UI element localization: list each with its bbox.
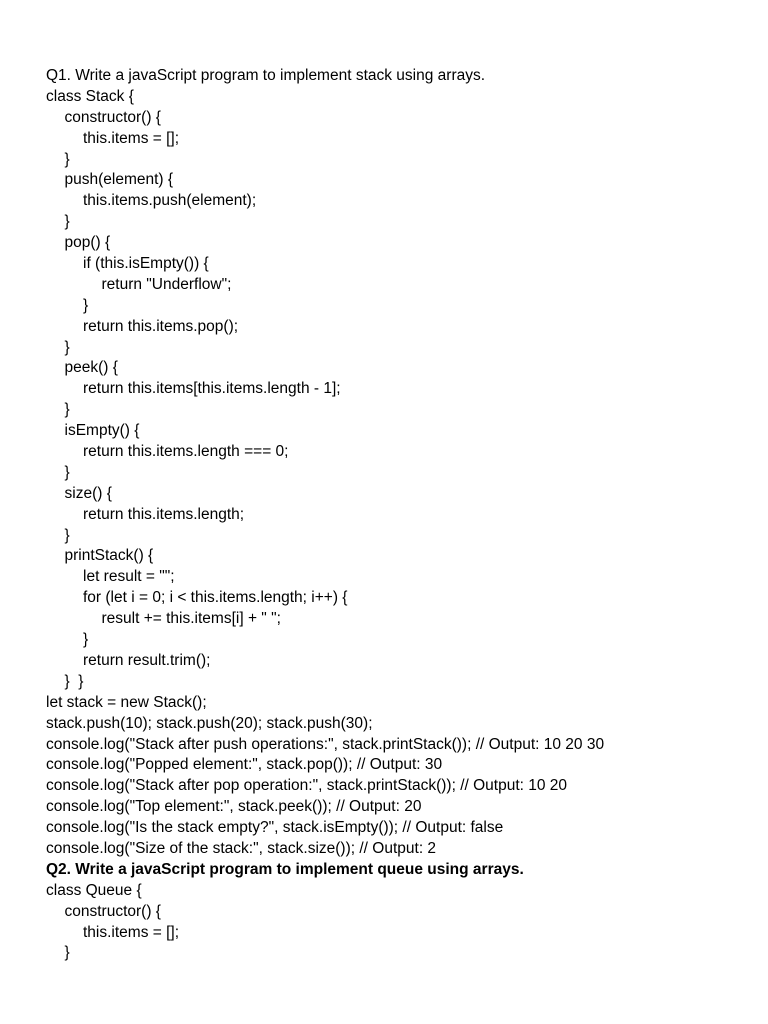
- code-line: }: [83, 296, 89, 314]
- code-line: }: [64, 526, 70, 544]
- code-line: console.log("Stack after pop operation:", stack.printStack()); // Output: 10 20: [46, 777, 568, 795]
- code-line: class Stack {: [46, 87, 134, 105]
- code-line: let stack = new Stack();: [46, 693, 207, 711]
- code-line: return this.items.length;: [83, 505, 245, 523]
- code-line: return this.items[this.items.length - 1];: [83, 380, 341, 398]
- code-line: return result.trim();: [83, 651, 211, 669]
- code-line: console.log("Top element:", stack.peek()); // Output: 20: [46, 798, 422, 816]
- code-line: peek() {: [64, 359, 118, 377]
- code-line: pop() {: [64, 234, 111, 252]
- code-line: for (let i = 0; i < this.items.length; i++) {: [83, 589, 348, 607]
- code-line: stack.push(10); stack.push(20); stack.push(30);: [46, 714, 373, 732]
- code-line: let result = "";: [83, 568, 175, 586]
- code-line: }: [83, 631, 89, 649]
- code-line: return this.items.pop();: [83, 317, 239, 335]
- code-line: }: [64, 338, 70, 356]
- code-line: size() {: [64, 484, 112, 502]
- code-line: push(element) {: [64, 171, 174, 189]
- code-line: isEmpty() {: [64, 422, 140, 440]
- code-line: this.items = [];: [83, 129, 180, 147]
- code-line: }: [64, 401, 70, 419]
- code-line: result += this.items[i] + " ";: [101, 610, 281, 628]
- code-line: return this.items.length === 0;: [83, 443, 289, 461]
- code-line: } }: [64, 672, 84, 690]
- code-line: if (this.isEmpty()) {: [83, 255, 209, 273]
- code-line: }: [64, 463, 70, 481]
- code-line: console.log("Is the stack empty?", stack.isEmpty()); // Output: false: [46, 819, 504, 837]
- code-line: }: [64, 944, 70, 962]
- code-line: printStack() {: [64, 547, 154, 565]
- code-line: }: [64, 213, 70, 231]
- code-line: class Queue {: [46, 881, 142, 899]
- code-line: }: [64, 150, 70, 168]
- document-page: [46, 66, 746, 964]
- code-line: constructor() {: [64, 108, 161, 126]
- code-line: console.log("Popped element:", stack.pop()); // Output: 30: [46, 756, 443, 774]
- code-line: return "Underflow";: [101, 275, 232, 293]
- code-line: constructor() {: [64, 902, 161, 920]
- code-line: console.log("Stack after push operations:", stack.printStack()); // Output: 10 20 30: [46, 735, 605, 753]
- code-line: this.items = [];: [83, 923, 180, 941]
- code-line: this.items.push(element);: [83, 192, 257, 210]
- code-line: console.log("Size of the stack:", stack.size()); // Output: 2: [46, 839, 437, 857]
- question-heading: Q2. Write a javaScript program to implement queue using arrays.: [46, 860, 524, 878]
- document-body: [46, 66, 746, 964]
- question-heading: Q1. Write a javaScript program to implement stack using arrays.: [46, 67, 486, 84]
